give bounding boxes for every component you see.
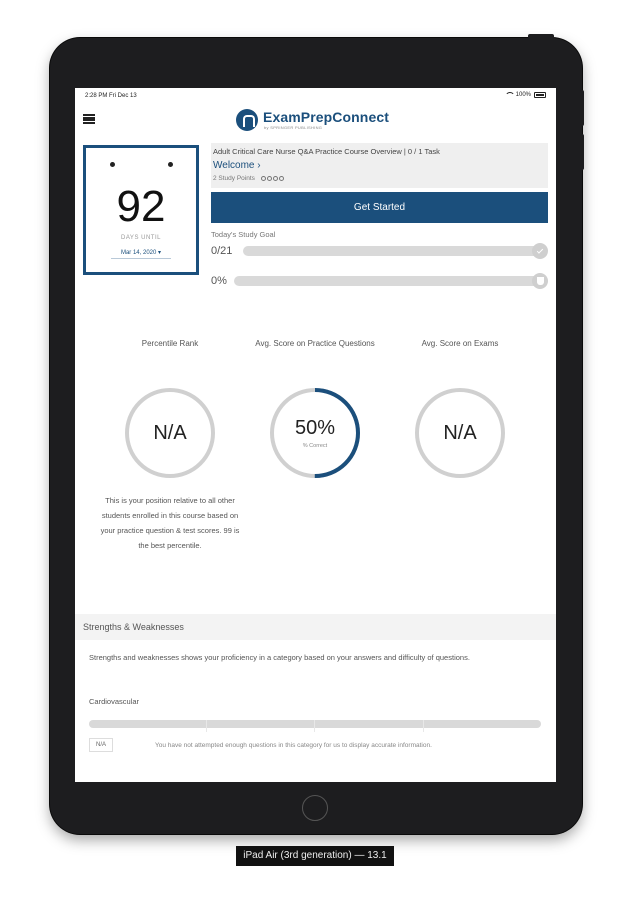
exam-score-metric — [385, 338, 535, 444]
device-label: iPad Air (3rd generation) — 13.1 — [236, 846, 394, 866]
goal-count-progress — [211, 243, 548, 259]
volume-up-button — [580, 90, 584, 126]
category-label: Cardiovascular — [89, 697, 140, 706]
menu-icon[interactable] — [83, 114, 95, 124]
wifi-icon — [505, 92, 513, 98]
strengths-header — [75, 614, 556, 640]
point-dot-icon — [261, 176, 266, 181]
app-screen — [75, 88, 556, 782]
study-goal-label: Today's Study Goal — [211, 230, 276, 239]
metric-title: Percentile Rank — [141, 339, 199, 348]
calendar-ring-icon — [168, 162, 173, 167]
status-time: 2:28 PM Fri Dec 13 — [85, 93, 137, 99]
home-button[interactable] — [302, 795, 328, 821]
goal-trophy-badge — [532, 273, 548, 289]
brand-name: ExamPrepConnect — [263, 109, 389, 125]
course-title: Adult Critical Care Nurse Q&A Practice Course Overview | 0 / 1 Task — [213, 147, 440, 156]
metric-sub: % Correct — [302, 443, 328, 449]
welcome-link[interactable]: Welcome › — [213, 160, 261, 171]
category-message: You have not attempted enough questions in this category for us to display accurate information. — [155, 742, 432, 749]
course-panel — [211, 143, 548, 188]
battery-icon — [534, 92, 546, 98]
status-bar — [75, 88, 556, 104]
brand-logo[interactable] — [236, 107, 389, 133]
study-points — [213, 175, 284, 182]
track-divider — [314, 720, 315, 732]
status-right — [505, 92, 546, 98]
exam-countdown-card — [83, 145, 199, 275]
category-proficiency-track — [89, 720, 541, 728]
metric-title: Avg. Score on Practice Questions — [255, 339, 375, 348]
days-until-value: 92 — [116, 182, 166, 231]
goal-check-badge — [532, 243, 548, 259]
exam-date-dropdown[interactable]: Mar 14, 2020 ▾ — [111, 249, 171, 259]
app-header — [75, 104, 556, 134]
metric-description: This is your position relative to all other students enrolled in this course based on your practice question & test scores. 99 is the best percentile. — [100, 496, 240, 550]
track-divider — [423, 720, 424, 732]
percentile-rank-metric — [95, 338, 245, 550]
point-dot-icon — [279, 176, 284, 181]
goal-percent-progress — [211, 273, 548, 289]
goal-percent-track — [234, 276, 542, 286]
days-until-label: DAYS UNTIL — [121, 235, 161, 241]
metric-value: N/A — [443, 421, 477, 444]
brand-sub: by SPRINGER PUBLISHING — [264, 125, 323, 130]
volume-down-button — [580, 134, 584, 170]
metric-ring-text — [268, 386, 362, 480]
metric-value: N/A — [153, 421, 187, 444]
calendar-ring-icon — [110, 162, 115, 167]
strengths-title: Strengths & Weaknesses — [83, 622, 184, 632]
track-divider — [206, 720, 207, 732]
point-dot-icon — [273, 176, 278, 181]
get-started-button[interactable]: Get Started — [211, 192, 548, 223]
strengths-description: Strengths and weaknesses shows your proficiency in a category based on your answers and difficulty of questions. — [89, 653, 470, 662]
point-dot-icon — [267, 176, 272, 181]
practice-score-metric — [240, 338, 390, 449]
logo-text — [263, 110, 389, 130]
category-score-badge: N/A — [89, 738, 113, 752]
goal-percent-text: 0% — [211, 275, 227, 287]
power-button — [528, 34, 554, 39]
metric-title: Avg. Score on Exams — [421, 339, 499, 348]
metric-ring-text — [123, 386, 217, 480]
trophy-icon — [537, 277, 544, 285]
battery-percent: 100% — [515, 92, 531, 98]
study-points-label: 2 Study Points — [213, 175, 255, 182]
goal-count-track — [243, 246, 542, 256]
metric-ring-text — [413, 386, 507, 480]
metric-value: 50% — [294, 417, 336, 439]
goal-count-text: 0/21 — [211, 245, 233, 257]
check-icon — [537, 247, 543, 253]
logo-mark-icon — [236, 109, 258, 131]
